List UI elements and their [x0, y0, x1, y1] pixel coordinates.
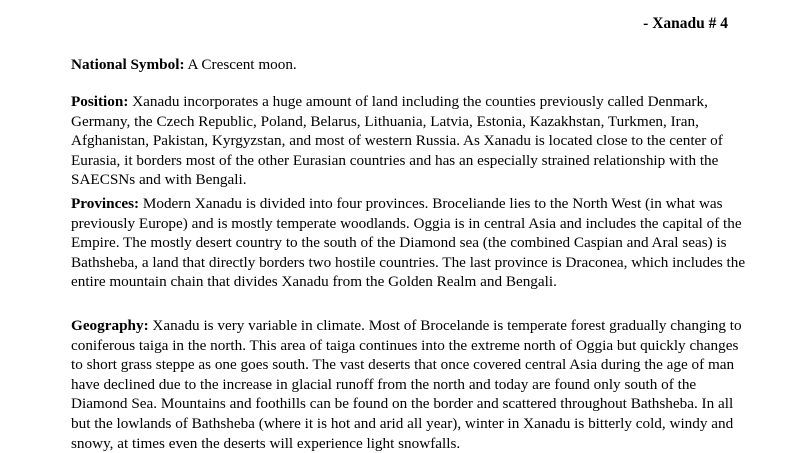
section-text: Xanadu incorporates a huge amount of land including the counties previously called Denmark, Germany, the Czech Republic, Poland, Belarus, Lithuania, Latvia, Estonia, Kazakhstan, Turkmen, Iran, Afghanistan, Pakistan, Kyrgyzstan, and most of western Russia. As Xanadu is located close to the center of Eurasia, it borders most of the other Eurasian countries and has an especially strained relationship with the SAECSNs and with Bengali. — [71, 93, 723, 189]
section-label: Position: — [71, 93, 129, 110]
section-text: Xanadu is very variable in climate. Most of Brocelande is temperate forest gradually changing to coniferous taiga in the north. This area of taiga continues into the extreme north of Oggia but quickly changes to short grass steppe as one goes south. The vast deserts that once covered central Asia during the age of man have declined due to the increase in glacial runoff from the north and today are found only south of the Diamond Sea. Mountains and foothills can be found on the border and scattered throughout Bathsheba. In all but the lowlands of Bathsheba (where it is hot and arid all year), winter in Xanadu is bitterly cold, windy and snowy, at times even the deserts will experience light snowfalls. — [71, 317, 742, 452]
section-provinces — [71, 194, 751, 292]
section-national-symbol — [71, 55, 751, 75]
section-text: Modern Xanadu is divided into four provinces. Broceliande lies to the North West (in what was previously Europe) and is mostly temperate woodlands. Oggia is in central Asia and includes the capital of the Empire. The mostly desert country to the south of the Diamond sea (the combined Caspian and Aral seas) is Bathsheba, a land that directly borders two hostile countries. The last province is Draconea, which includes the entire mountain chain that divides Xanadu from the Golden Realm and Bengali. — [71, 195, 746, 291]
document-header: - Xanadu # 4 — [643, 15, 728, 32]
section-label: Provinces: — [71, 195, 140, 212]
section-geography — [71, 316, 751, 453]
section-label: National Symbol: — [71, 56, 185, 73]
section-text: A Crescent moon. — [184, 56, 297, 73]
section-position — [71, 92, 751, 190]
section-label: Geography: — [71, 317, 149, 334]
